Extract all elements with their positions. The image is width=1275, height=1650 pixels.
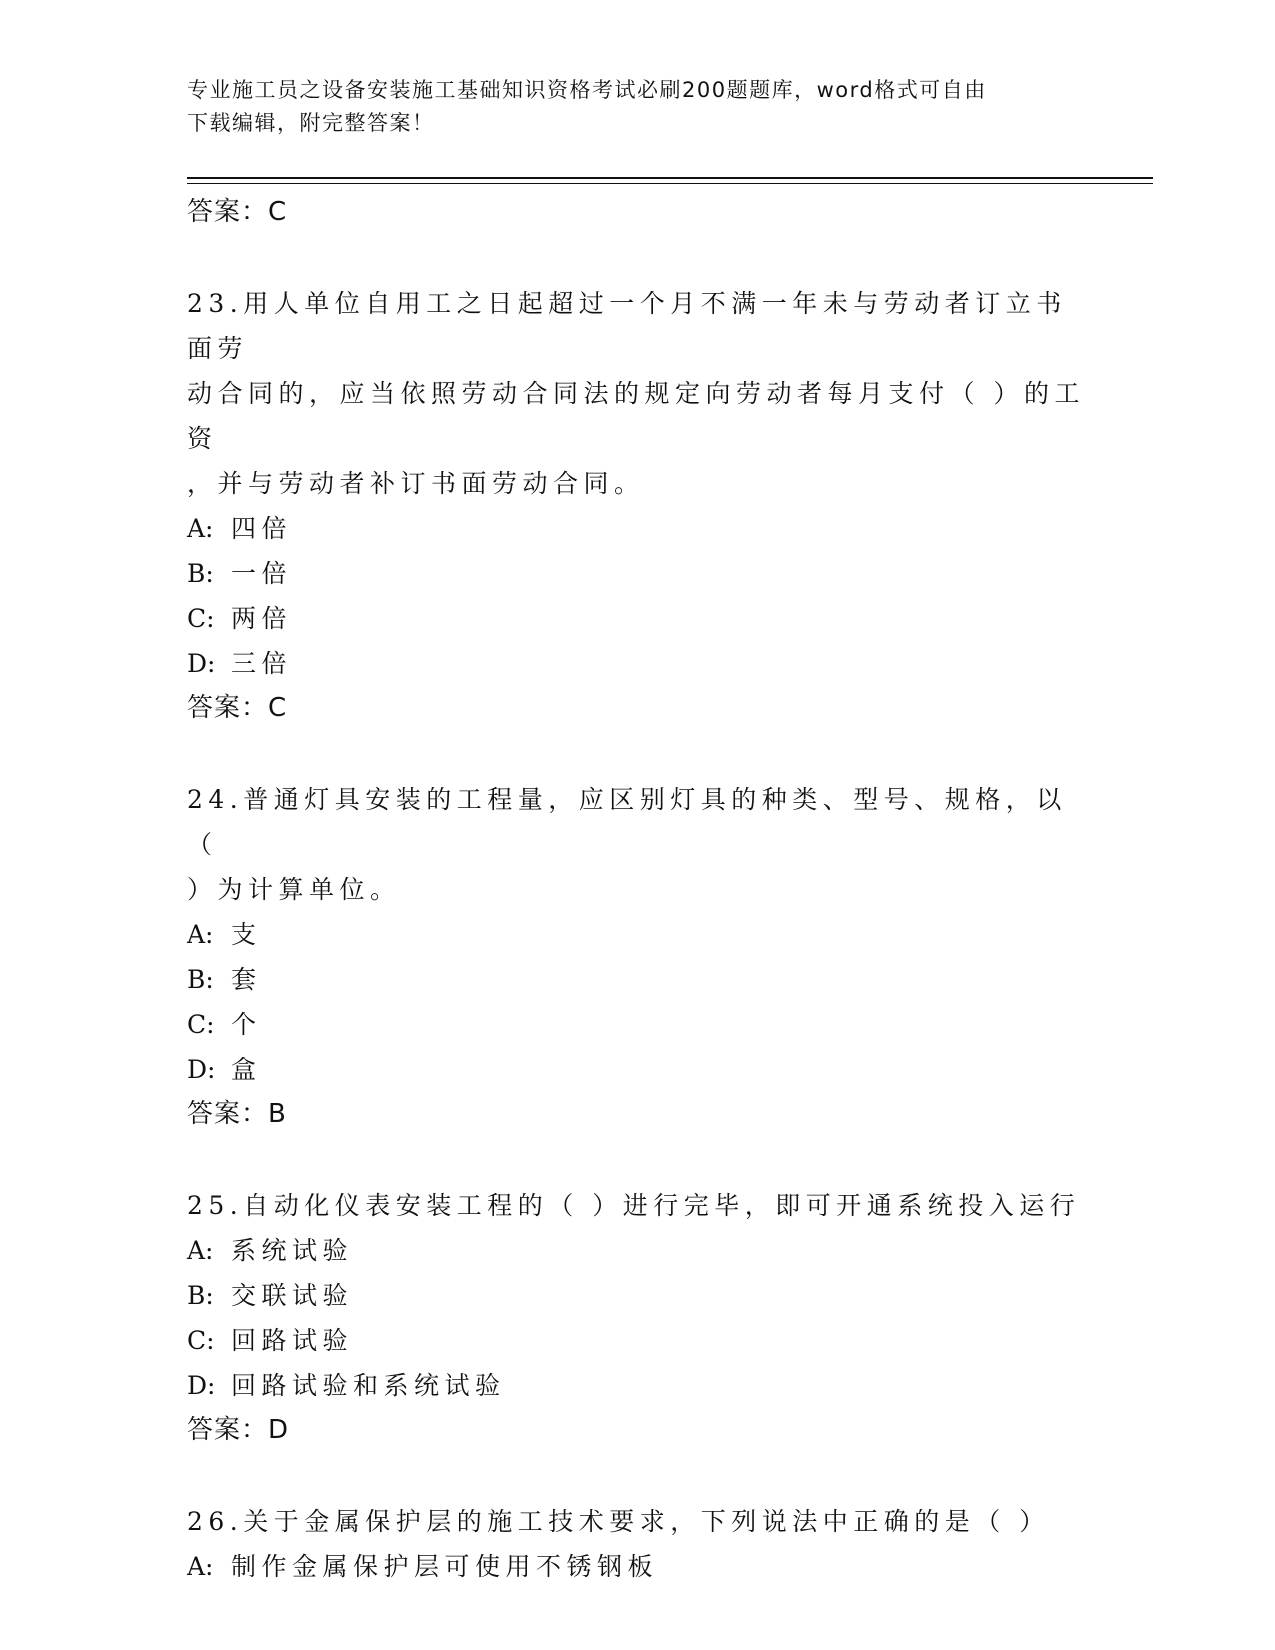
option-key: B:: [187, 965, 214, 994]
option-text: 交联试验: [231, 1281, 354, 1310]
option-text: 三倍: [231, 649, 293, 678]
option-text: 四倍: [231, 514, 293, 543]
spacer: [187, 235, 1087, 281]
header-line-2: 下载编辑，附完整答案！: [187, 111, 435, 135]
option-d: [187, 641, 1087, 686]
page-header: [187, 74, 1067, 140]
option-text: 两倍: [231, 604, 293, 633]
option-text: 个: [231, 1010, 262, 1039]
option-key: A:: [187, 920, 214, 949]
option-text: 套: [231, 965, 262, 994]
option-key: D:: [187, 649, 216, 678]
option-b: [187, 551, 1087, 596]
spacer: [187, 1453, 1087, 1499]
option-text: 回路试验和系统试验: [231, 1371, 506, 1400]
option-text: 系统试验: [231, 1236, 354, 1265]
option-d: [187, 1047, 1087, 1092]
option-c: [187, 596, 1087, 641]
option-key: A:: [187, 514, 214, 543]
option-a: [187, 1228, 1087, 1273]
question-text-line: ，并与劳动者补订书面劳动合同。: [187, 469, 645, 498]
spacer: [187, 1137, 1087, 1183]
option-key: C:: [187, 1010, 215, 1039]
answer-line: 答案：B: [187, 1099, 287, 1129]
header-rule-thick: [187, 177, 1153, 179]
option-key: A:: [187, 1552, 214, 1581]
option-a: [187, 912, 1087, 957]
question-block: [187, 1183, 1087, 1453]
option-b: [187, 1273, 1087, 1318]
question-text-line: ）为计算单位。: [187, 875, 401, 904]
option-text: 支: [231, 920, 262, 949]
question-block: [187, 1499, 1087, 1589]
option-key: A:: [187, 1236, 214, 1265]
question-text-line: 24.普通灯具安装的工程量，应区别灯具的种类、型号、规格，以（: [187, 785, 1067, 859]
option-c: [187, 1002, 1087, 1047]
option-key: B:: [187, 1281, 214, 1310]
header-line-1: 专业施工员之设备安装施工基础知识资格考试必刷200题题库，word格式可自由: [187, 78, 987, 102]
question-block: [187, 777, 1087, 1137]
question-text-line: 23.用人单位自用工之日起超过一个月不满一年未与劳动者订立书面劳: [187, 289, 1067, 363]
option-d: [187, 1363, 1087, 1408]
option-text: 回路试验: [231, 1326, 354, 1355]
question-text-line: 25.自动化仪表安装工程的（ ）进行完毕，即可开通系统投入运行: [187, 1191, 1081, 1220]
option-c: [187, 1318, 1087, 1363]
answer-line: 答案：C: [187, 693, 288, 723]
option-key: B:: [187, 559, 214, 588]
option-text: 盒: [231, 1055, 262, 1084]
spacer: [187, 731, 1087, 777]
option-a: [187, 1544, 1087, 1589]
option-a: [187, 506, 1087, 551]
option-key: D:: [187, 1055, 216, 1084]
question-block: [187, 281, 1087, 731]
answer-line: 答案：D: [187, 1415, 290, 1445]
option-text: 一倍: [231, 559, 293, 588]
question-text-line: 26.关于金属保护层的施工技术要求，下列说法中正确的是（ ）: [187, 1507, 1050, 1536]
option-key: C:: [187, 604, 215, 633]
option-text: 制作金属保护层可使用不锈钢板: [231, 1552, 659, 1581]
option-key: C:: [187, 1326, 215, 1355]
question-text-line: 动合同的，应当依照劳动合同法的规定向劳动者每月支付（ ）的工资: [187, 379, 1085, 453]
question-list: [187, 190, 1087, 1589]
header-rule-thin: [187, 183, 1153, 184]
option-key: D:: [187, 1371, 216, 1400]
answer-line: 答案：C: [187, 197, 288, 227]
option-b: [187, 957, 1087, 1002]
